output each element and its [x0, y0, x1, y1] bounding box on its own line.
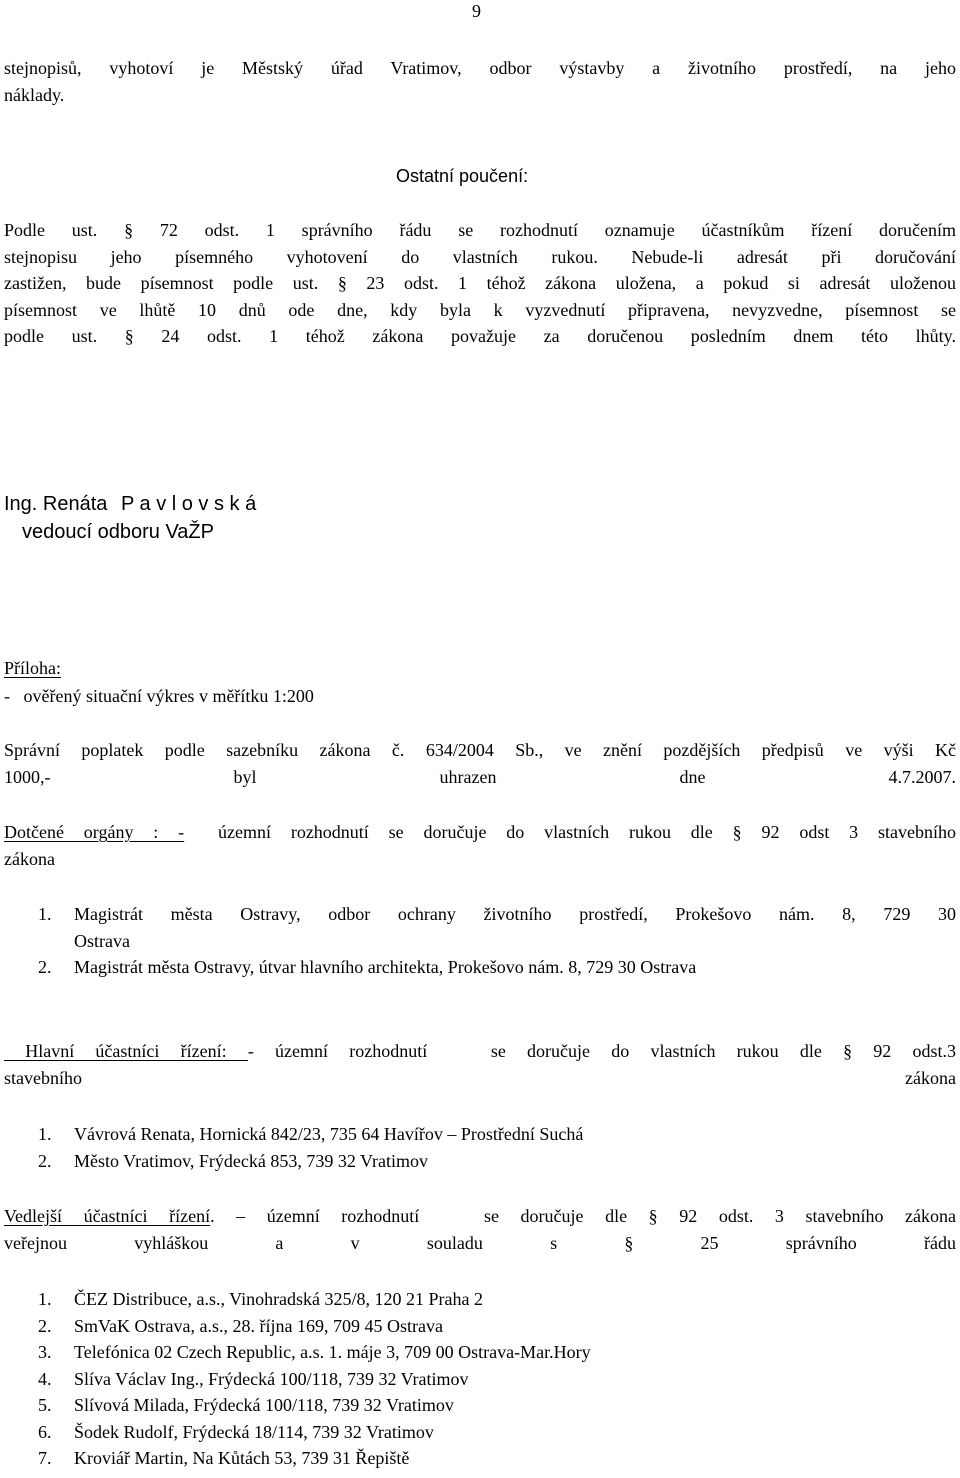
hlavni-paragraph	[4, 1038, 956, 1091]
hlavni-label: Hlavní účastníci řízení:	[4, 1041, 248, 1061]
vedlejsi-paragraph	[4, 1203, 956, 1256]
hlavni-text: stavebního zákona	[4, 1067, 956, 1088]
ostatni-line: Podle ust. § 72 odst. 1 správního řádu se rozhodnutí oznamuje účastníkům řízení doručením	[4, 220, 956, 240]
ostatni-line: písemnost ve lhůtě 10 dnů ode dne, kdy byla k vyzvednutí připravena, nevyzvedne, písemnost se	[4, 299, 956, 320]
intro-paragraph	[4, 55, 956, 108]
dotcene-text: zákona	[4, 848, 55, 869]
ostatni-line: podle ust. § 24 odst. 1 téhož zákona považuje za doručenou posledním dnem této lhůty.	[4, 326, 956, 346]
list-item: 2. Město Vratimov, Frýdecká 853, 739 32 Vratimov	[38, 1150, 428, 1171]
vedlejsi-list	[38, 1286, 591, 1472]
section-heading-ostatni: Ostatní poučení:	[396, 166, 529, 186]
list-item: 1. ČEZ Distribuce, a.s., Vinohradská 325/8, 120 21 Praha 2	[38, 1289, 484, 1309]
intro-line: stejnopisů, vyhotoví je Městský úřad Vratimov, odbor výstavby a životního prostředí, na jeho	[4, 58, 956, 78]
signature-prefix: Ing. Renáta	[4, 493, 108, 515]
intro-line: náklady.	[4, 84, 65, 105]
dotcene-list	[38, 901, 956, 981]
signature-surname: P a v l o v s k á	[120, 493, 257, 515]
hlavni-list	[38, 1121, 583, 1174]
poplatek-line: Správní poplatek podle sazebníku zákona č. 634/2004 Sb., ve znění pozdějších předpisů ve výši Kč	[4, 740, 956, 760]
list-item: 2. SmVaK Ostrava, a.s., 28. října 169, 709 45 Ostrava	[38, 1315, 443, 1336]
vedlejsi-text: . – územní rozhodnutí se doručuje dle § 92 odst. 3 stavebního zákona	[210, 1206, 956, 1226]
vedlejsi-text: veřejnou vyhláškou a v souladu s § 25 správního řádu	[4, 1232, 956, 1253]
priloha-heading: Příloha:	[4, 658, 61, 678]
signature-name	[4, 491, 256, 518]
vedlejsi-label: Vedlejší účastníci řízení	[4, 1206, 211, 1226]
signature-role: vedoucí odboru VaŽP	[22, 521, 214, 543]
list-item: 4. Slíva Václav Ing., Frýdecká 100/118, 739 32 Vratimov	[38, 1368, 469, 1389]
list-item: 7. Kroviář Martin, Na Kůtách 53, 739 31 Řepiště	[38, 1448, 410, 1468]
poplatek-line: 1000,- byl uhrazen dne 4.7.2007.	[4, 766, 956, 787]
ostatni-paragraph	[4, 217, 956, 350]
list-item: 1. Magistrát města Ostravy, odbor ochrany životního prostředí, Prokešovo nám. 8, 729 30 Ostrava	[38, 904, 956, 951]
dotcene-label: Dotčené orgány : -	[4, 822, 185, 842]
hlavni-text: - územní rozhodnutí se doručuje do vlastních rukou dle § 92 odst.3	[247, 1041, 957, 1061]
list-item: 6. Šodek Rudolf, Frýdecká 18/114, 739 32 Vratimov	[38, 1421, 434, 1442]
page-number: 9	[472, 1, 481, 21]
list-item: 1. Vávrová Renata, Hornická 842/23, 735 64 Havířov – Prostřední Suchá	[38, 1124, 584, 1144]
priloha-item: - ověřený situační výkres v měřítku 1:200	[4, 686, 314, 706]
ostatni-line: stejnopisu jeho písemného vyhotovení do vlastních rukou. Nebude-li adresát při doručování	[4, 246, 956, 267]
dotcene-text: územní rozhodnutí se doručuje do vlastních rukou dle § 92 odst 3 stavebního	[218, 822, 956, 842]
list-item: 2. Magistrát města Ostravy, útvar hlavního architekta, Prokešovo nám. 8, 729 30 Ostrava	[38, 957, 697, 977]
list-item: 5. Slívová Milada, Frýdecká 100/118, 739 32 Vratimov	[38, 1395, 454, 1415]
dotcene-paragraph	[4, 819, 956, 872]
ostatni-line: zastižen, bude písemnost podle ust. § 23 odst. 1 téhož zákona uložena, a pokud si adresát uloženou	[4, 273, 956, 293]
poplatek-paragraph	[4, 737, 956, 790]
list-item: 3. Telefónica 02 Czech Republic, a.s. 1. máje 3, 709 00 Ostrava-Mar.Hory	[38, 1342, 591, 1362]
